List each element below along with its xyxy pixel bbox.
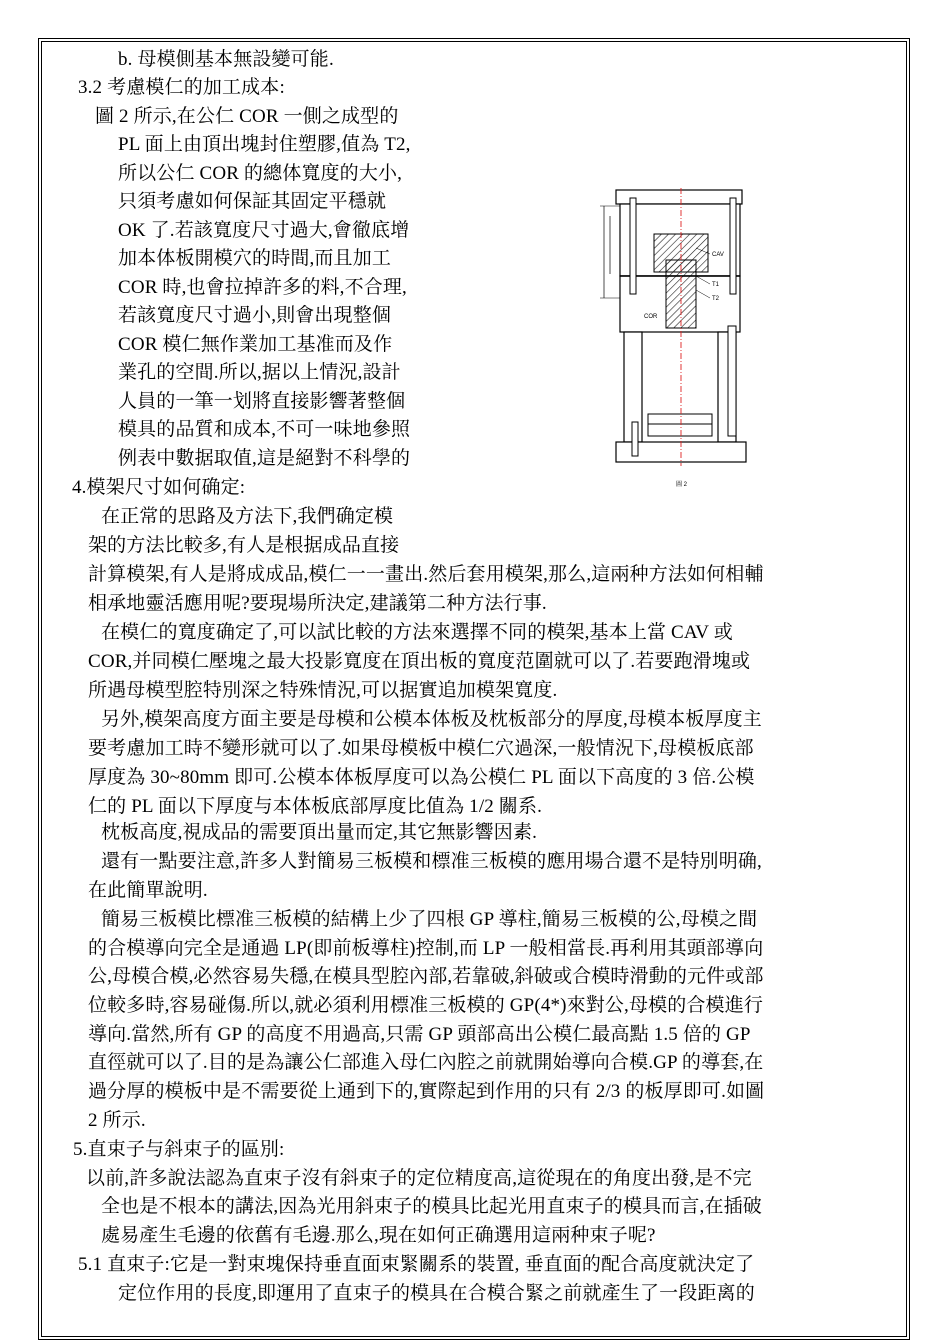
text-line: 直徑就可以了.目的是為讓公仁部進入母仁內腔之前就開始導向合模.GP 的導套,在 [88,1052,764,1073]
text-line: 過分厚的模板中是不需要從上通到下的,實際起到作用的只有 2/3 的板厚即可.如圖 [88,1081,765,1102]
text-line: 公,母模合模,必然容易失穩,在模具型腔內部,若靠破,斜破或合模時滑動的元件或部 [88,966,764,987]
text-line: 導向.當然,所有 GP 的高度不用過高,只需 GP 頭部高出公模仁最高點 1.5 倍的 GP [88,1024,751,1045]
figure-caption: 圖 2 [676,482,688,488]
text-line: 枕板高度,視成品的需要頂出量而定,其它無影響因素. [101,822,538,843]
mold-drawing [596,186,768,490]
text-line: OK 了.若該寬度尺寸過大,會徹底增 [118,220,410,241]
section-heading: 5.直束子与斜束子的區別: [73,1139,285,1160]
text-line: 相承地靈活應用呢?要現場所決定,建議第二种方法行事. [88,593,547,614]
text-line: 在此簡單說明. [88,880,208,901]
text-line: 所以公仁 COR 的總体寬度的大小, [118,163,403,184]
text-line: 業孔的空間.所以,据以上情況,設計 [118,362,401,383]
cav-label: CAV [712,252,724,258]
text-line: 還有一點要注意,許多人對簡易三板模和標准三板模的應用場合還不是特別明确, [101,851,762,872]
text-line: 厚度為 30~80mm 即可.公模本体板厚度可以為公模仁 PL 面以下高度的 3 倍.公模 [88,767,755,788]
text-line: 若該寬度尺寸過小,則會出現整個 [118,305,392,326]
text-line: 在模仁的寬度确定了,可以試比較的方法來選擇不同的模架,基本上當 CAV 或 [101,622,733,643]
text-line: 只須考慮如何保証其固定平穩就 [118,191,387,212]
text-line: 架的方法比較多,有人是根据成品直接 [88,535,400,556]
text-line: b. 母模側基本無設變可能. [118,49,334,70]
text-line: COR 時,也會拉掉許多的料,不合理, [118,277,407,298]
text-line: 計算模架,有人是將成成品,模仁一一畫出.然后套用模架,那么,這兩种方法如何相輔 [88,564,764,585]
text-line: 例表中數据取值,這是絕對不科學的 [118,448,411,469]
mold-cross-section-figure [596,186,768,490]
text-line: COR,并同模仁壓塊之最大投影寬度在頂出板的寬度范圍就可以了.若要跑滑塊或 [88,651,751,672]
text-line: 要考慮加工時不變形就可以了.如果母模板中模仁穴過深,一般情況下,母模板底部 [88,738,754,759]
section-heading: 4.模架尺寸如何确定: [72,477,246,498]
text-line: 所遇母模型腔特別深之特殊情況,可以据實追加模架寬度. [88,680,558,701]
t1-label: T1 [712,282,720,288]
text-line: 位較多時,容易碰傷.所以,就必須利用標准三板模的 GP(4*)來對公,母模的合模進行 [88,995,763,1016]
text-line: 在正常的思路及方法下,我們确定模 [101,506,394,527]
text-line: 全也是不根本的講法,因為光用斜束子的模具比起光用直束子的模具而言,在插破 [101,1196,762,1217]
t2-label: T2 [712,296,720,302]
text-line: 另外,模架高度方面主要是母模和公模本体板及枕板部分的厚度,母模本板厚度主 [101,709,762,730]
cor-label: COR [644,314,658,320]
text-line: 圖 2 所示,在公仁 COR 一側之成型的 [95,106,399,127]
text-line: 仁的 PL 面以下厚度与本体板底部厚度比值為 1/2 關系. [88,796,542,817]
text-line: 人員的一筆一划將直接影響著整個 [118,391,406,412]
text-line: 模具的品質和成本,不可一味地參照 [118,419,411,440]
section-heading: 3.2 考慮模仁的加工成本: [78,77,285,98]
text-line: 2 所示. [88,1110,146,1131]
text-line: 以前,許多說法認為直束子沒有斜束子的定位精度高,這從現在的角度出發,是不完 [86,1168,752,1189]
text-line: 簡易三板模比標准三板模的結構上少了四根 GP 導柱,簡易三板模的公,母模之間 [101,909,758,930]
text-line: 的合模導向完全是通過 LP(即前板導柱)控制,而 LP 一般相當長.再利用其頭部導向 [88,938,764,959]
text-line: PL 面上由頂出塊封住塑膠,值為 T2, [118,134,411,155]
text-line: COR 模仁無作業加工基准而及作 [118,334,393,355]
text-line: 處易產生毛邊的依舊有毛邊.那么,現在如何正确選用這兩种束子呢? [101,1225,656,1246]
text-line: 定位作用的長度,即運用了直束子的模具在合模合緊之前就產生了一段距离的 [118,1283,755,1304]
text-line: 5.1 直束子:它是一對束塊保持垂直面束緊關系的裝置, 垂直面的配合高度就決定了 [78,1254,755,1275]
text-line: 加本体板開模穴的時間,而且加工 [118,248,392,269]
